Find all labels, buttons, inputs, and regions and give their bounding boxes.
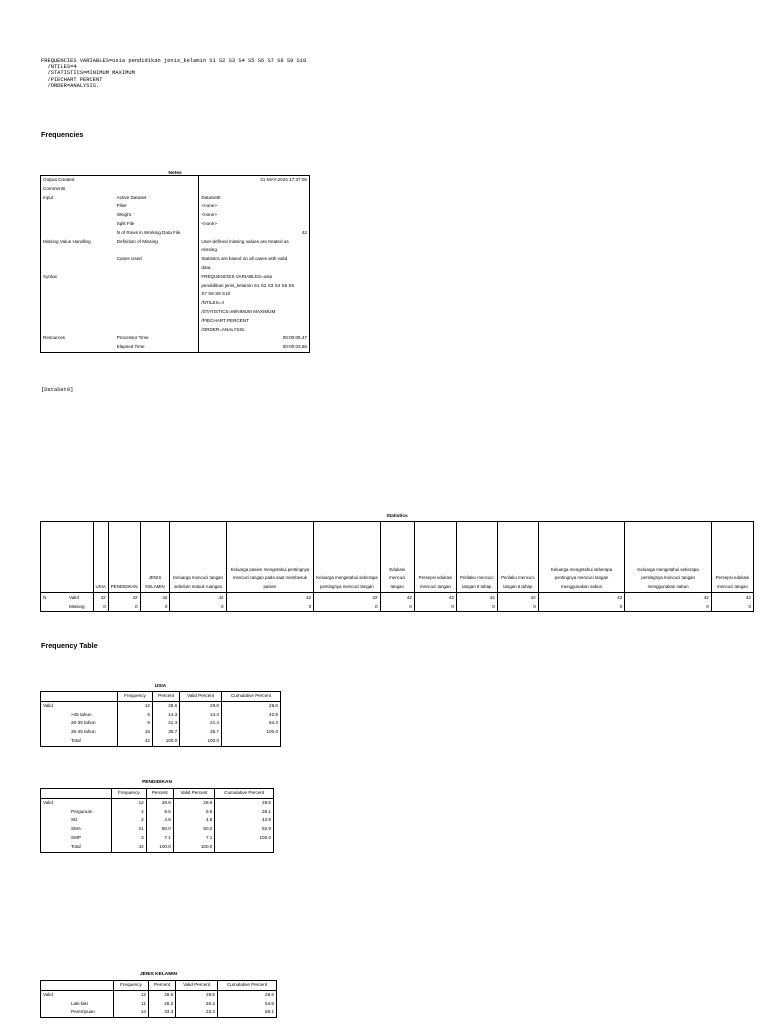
freq-value: 4 bbox=[112, 808, 147, 817]
freq-valid-label bbox=[41, 808, 70, 817]
freq-category-label: Perguruan bbox=[69, 808, 112, 817]
freq-value: 14.3 bbox=[180, 711, 222, 720]
stats-value: 0 bbox=[380, 602, 414, 612]
table-row bbox=[41, 701, 281, 710]
freq-value: 38.1 bbox=[215, 808, 274, 817]
freq-value: 3 bbox=[112, 834, 147, 843]
stats-value: 42 bbox=[314, 593, 380, 603]
freq-valid-label bbox=[41, 825, 70, 834]
freq-value: 6 bbox=[118, 711, 153, 720]
stats-value: 42 bbox=[414, 593, 456, 603]
freq-value: 21.4 bbox=[180, 719, 222, 728]
freq-valid-label bbox=[41, 711, 70, 720]
usia-title: USIA bbox=[154, 684, 167, 689]
freq-value: 54.8 bbox=[218, 1000, 277, 1009]
notes-section-label bbox=[41, 282, 115, 291]
usia-table bbox=[40, 691, 281, 747]
jenis-kelamin-table bbox=[40, 980, 277, 1018]
stats-value: 0 bbox=[140, 602, 170, 612]
notes-value: <none> bbox=[201, 212, 217, 218]
table-row bbox=[41, 1000, 277, 1009]
notes-row bbox=[41, 334, 310, 343]
table-row bbox=[41, 737, 281, 746]
notes-row bbox=[41, 185, 310, 194]
stats-column-header: Keluarga pasien mengetahui pentingnya mencuci tangan pada saat membesuk pasien bbox=[226, 522, 314, 593]
freq-category-label: 36-45 tahun bbox=[69, 728, 118, 737]
freq-value: 33.3 bbox=[176, 1008, 218, 1017]
freq-corner bbox=[41, 789, 112, 799]
pendidikan-title: PENDIDIKAN bbox=[142, 780, 172, 785]
notes-section-label bbox=[41, 202, 115, 211]
freq-column-header: Frequency bbox=[112, 789, 147, 799]
stats-value: 42 bbox=[380, 593, 414, 603]
notes-section-label bbox=[41, 299, 115, 308]
stats-row-label: Valid bbox=[67, 593, 93, 603]
freq-column-header: Frequency bbox=[114, 981, 149, 991]
stats-value: 0 bbox=[456, 602, 497, 612]
notes-row bbox=[41, 229, 310, 238]
notes-item-label: Definition of Missing bbox=[115, 238, 199, 247]
freq-value: 28.6 bbox=[218, 990, 277, 999]
notes-row bbox=[41, 264, 310, 273]
table-row bbox=[41, 825, 274, 834]
stats-value: 42 bbox=[538, 593, 625, 603]
stats-value: 0 bbox=[625, 602, 712, 612]
notes-value: data. bbox=[201, 264, 212, 270]
freq-value: 28.6 bbox=[180, 701, 222, 710]
table-row bbox=[41, 990, 277, 999]
freq-value: 64.3 bbox=[222, 719, 281, 728]
stats-value: 42 bbox=[456, 593, 497, 603]
freq-value: 35.7 bbox=[180, 728, 222, 737]
statistics-table bbox=[40, 521, 754, 612]
notes-item-label: Active Dataset bbox=[115, 194, 199, 203]
freq-category-label bbox=[69, 990, 114, 999]
notes-item-label: N of Rows in Working Data File bbox=[115, 229, 199, 238]
jenis-kelamin-title: JENIS KELAMIN bbox=[139, 972, 178, 977]
freq-value: 50.0 bbox=[173, 825, 215, 834]
notes-row bbox=[41, 273, 310, 282]
freq-category-label: Laki-laki bbox=[69, 1000, 114, 1009]
stats-column-header: Keluarga mengetahui seberapa pentingnya mencuci tangan menggunakan sabun bbox=[538, 522, 625, 593]
stats-column-header: Keluarga mencuci tangan sebelum masuk ruangan bbox=[170, 522, 226, 593]
notes-section-label: Resources bbox=[43, 335, 65, 341]
notes-item-label: Processor Time bbox=[115, 334, 199, 343]
stats-value: 0 bbox=[538, 602, 625, 612]
notes-row bbox=[41, 282, 310, 291]
notes-value: <none> bbox=[201, 220, 217, 226]
freq-corner bbox=[41, 981, 114, 991]
notes-value: /STATISTICS=MINIMUM MAXIMUM bbox=[201, 308, 276, 314]
stats-value: 42 bbox=[625, 593, 712, 603]
notes-item-label bbox=[115, 317, 199, 326]
stats-column-header: Keluarga mengetahui seberapa pentingnya mencuci tangan menggunakan sabun bbox=[625, 522, 712, 593]
stats-value: 42 bbox=[497, 593, 538, 603]
notes-item-label bbox=[115, 176, 199, 185]
freq-column-header: Cumulative Percent bbox=[215, 789, 274, 799]
notes-section-label bbox=[41, 255, 115, 264]
stats-column-header: PENDIDIKAN bbox=[108, 522, 140, 593]
freq-valid-label bbox=[41, 843, 70, 852]
stats-column-header: Edukasi mencuci tangan bbox=[380, 522, 414, 593]
notes-value: 21-MAY-2024 17:37:06 bbox=[260, 177, 307, 182]
freq-value: 28.6 bbox=[152, 701, 179, 710]
notes-section-label bbox=[41, 220, 115, 229]
freq-value: 28.6 bbox=[176, 990, 218, 999]
freq-column-header: Frequency bbox=[118, 692, 153, 702]
dataset-tag: [DataSet0] bbox=[41, 387, 74, 393]
freq-value: 26.2 bbox=[148, 1000, 175, 1009]
notes-value: FREQUENCIES VARIABLES=usia bbox=[201, 273, 273, 279]
freq-corner bbox=[41, 692, 118, 702]
freq-column-header: Percent bbox=[146, 789, 173, 799]
freq-valid-label bbox=[41, 728, 70, 737]
notes-section-label bbox=[41, 326, 115, 335]
notes-row bbox=[41, 299, 310, 308]
notes-item-label bbox=[115, 273, 199, 282]
notes-item-label bbox=[115, 290, 199, 299]
freq-value bbox=[215, 843, 274, 852]
freq-value: 42 bbox=[112, 843, 147, 852]
notes-row bbox=[41, 317, 310, 326]
notes-value: 00:00:03,86 bbox=[282, 344, 307, 350]
stats-column-header: Perilaku mencuci tangan 6 tahap bbox=[497, 522, 538, 593]
freq-value: 9 bbox=[118, 719, 153, 728]
stats-column-header: JENIS KELAMIN bbox=[140, 522, 170, 593]
freq-column-header: Valid Percent bbox=[173, 789, 215, 799]
stats-column-header: Keluarga mengetahui seberapa pentingnya mencuci tangan bbox=[314, 522, 380, 593]
table-row bbox=[41, 834, 274, 843]
freq-value: 92.9 bbox=[215, 825, 274, 834]
notes-row bbox=[41, 220, 310, 229]
freq-value: 26.2 bbox=[176, 1000, 218, 1009]
notes-section-label: Comments bbox=[43, 185, 66, 191]
notes-section-label bbox=[41, 308, 115, 317]
frequency-table-heading: Frequency Table bbox=[41, 641, 98, 650]
stats-value: 42 bbox=[140, 593, 170, 603]
freq-value: 14 bbox=[114, 1008, 149, 1017]
table-row bbox=[41, 711, 281, 720]
notes-section-label bbox=[41, 343, 115, 352]
notes-value: User-defined missing values are treated as bbox=[201, 238, 289, 244]
notes-value: 42 bbox=[301, 229, 307, 235]
statistics-title: Statistics bbox=[386, 514, 408, 519]
pendidikan-table bbox=[40, 788, 274, 853]
stats-value: 42 bbox=[93, 593, 108, 603]
notes-item-label bbox=[115, 326, 199, 335]
freq-value: 33.3 bbox=[148, 1008, 175, 1017]
notes-row bbox=[41, 246, 310, 255]
notes-item-label: Filter bbox=[115, 202, 199, 211]
freq-valid-label: Valid bbox=[41, 701, 70, 710]
freq-value: 11 bbox=[114, 1000, 149, 1009]
freq-value: 100.0 bbox=[173, 843, 215, 852]
freq-valid-label bbox=[41, 1000, 70, 1009]
freq-column-header: Percent bbox=[152, 692, 179, 702]
freq-value: 9.5 bbox=[173, 808, 215, 817]
notes-section-label: Output Created bbox=[43, 177, 75, 182]
freq-value: 100.0 bbox=[215, 834, 274, 843]
notes-item-label bbox=[115, 282, 199, 291]
freq-value: 21.4 bbox=[152, 719, 179, 728]
freq-category-label: SD bbox=[69, 816, 112, 825]
freq-value: 9.5 bbox=[146, 808, 173, 817]
freq-value: 28.6 bbox=[222, 701, 281, 710]
notes-row bbox=[41, 308, 310, 317]
freq-value: 4.8 bbox=[173, 816, 215, 825]
freq-value: 21 bbox=[112, 825, 147, 834]
stats-value: 0 bbox=[170, 602, 226, 612]
freq-category-label: Total bbox=[69, 737, 118, 746]
freq-header-row bbox=[41, 789, 274, 799]
freq-header-row bbox=[41, 692, 281, 702]
notes-value: pendidikan jenis_kelamin S1 S2 S3 S4 S5 S6 bbox=[201, 282, 295, 288]
notes-item-label: Elapsed Time bbox=[115, 343, 199, 352]
notes-section-label: Input bbox=[43, 194, 54, 200]
freq-category-label: Perempuan bbox=[69, 1008, 114, 1017]
freq-category-label: 26-35 tahun bbox=[69, 719, 118, 728]
notes-value: DataSet0 bbox=[201, 194, 221, 200]
freq-valid-label bbox=[41, 1008, 70, 1017]
freq-value: 35.7 bbox=[152, 728, 179, 737]
notes-value: missing. bbox=[201, 247, 219, 253]
freq-value: 7.1 bbox=[173, 834, 215, 843]
freq-value: 42.9 bbox=[215, 816, 274, 825]
notes-item-label bbox=[115, 264, 199, 273]
stats-value: 42 bbox=[226, 593, 314, 603]
stats-column-header: Persepsi edukasi mencuci tangan bbox=[711, 522, 753, 593]
freq-valid-label bbox=[41, 719, 70, 728]
freq-value: 100.0 bbox=[146, 843, 173, 852]
freq-column-header: Valid Percent bbox=[176, 981, 218, 991]
notes-value: /ORDER=ANALYSIS. bbox=[201, 326, 246, 332]
freq-column-header: Percent bbox=[148, 981, 175, 991]
freq-category-label: >45 tahun bbox=[69, 711, 118, 720]
freq-column-header: Cumulative Percent bbox=[222, 692, 281, 702]
stats-row-label: Missing bbox=[67, 602, 93, 612]
freq-valid-label bbox=[41, 737, 70, 746]
freq-value: 28.6 bbox=[215, 798, 274, 807]
notes-section-label bbox=[41, 317, 115, 326]
freq-value: 14.3 bbox=[152, 711, 179, 720]
notes-value: S7 S8 S9 S10 bbox=[201, 291, 231, 297]
freq-value: 12 bbox=[118, 701, 153, 710]
stats-value: 0 bbox=[314, 602, 380, 612]
table-row bbox=[41, 728, 281, 737]
stats-row bbox=[41, 602, 754, 612]
notes-item-label: Cases Used bbox=[115, 255, 199, 264]
notes-value: Statistics are based on all cases with valid bbox=[201, 256, 288, 262]
freq-value: 42 bbox=[118, 737, 153, 746]
freq-valid-label: Valid bbox=[41, 798, 70, 807]
notes-title: Notes bbox=[168, 171, 182, 176]
table-row bbox=[41, 1008, 277, 1017]
stats-value: 0 bbox=[414, 602, 456, 612]
stats-value: 0 bbox=[108, 602, 140, 612]
table-row bbox=[41, 719, 281, 728]
notes-section-label bbox=[41, 229, 115, 238]
notes-row bbox=[41, 211, 310, 220]
stats-value: 42 bbox=[108, 593, 140, 603]
notes-item-label: Split File bbox=[115, 220, 199, 229]
freq-value: 2 bbox=[112, 816, 147, 825]
notes-item-label bbox=[115, 299, 199, 308]
notes-section-label: Syntax bbox=[43, 273, 58, 279]
stats-column-header: Persepsi edukasi mencuci tangan bbox=[414, 522, 456, 593]
notes-section-label bbox=[41, 211, 115, 220]
freq-header-row bbox=[41, 981, 277, 991]
table-row bbox=[41, 816, 274, 825]
notes-row bbox=[41, 343, 310, 352]
stats-column-header: USIA bbox=[93, 522, 108, 593]
freq-value: 12 bbox=[112, 798, 147, 807]
notes-section-label: Missing Value Handling bbox=[43, 238, 91, 244]
freq-category-label: SMA bbox=[69, 825, 112, 834]
stats-column-header: Perilaku mencuci tangan 6 tahap bbox=[456, 522, 497, 593]
syntax-block: FREQUENCIES VARIABLES=usia pendidikan jenis_kelamin S1 S2 S3 S4 S5 S6 S7 S8 S9 S10 /NTILES=4 /STATISTICS=MINIMUM MAXIMUM /PIECHART PERCENT /ORDER=ANALYSIS. bbox=[41, 58, 307, 89]
stats-corner bbox=[41, 522, 94, 593]
notes-row bbox=[41, 326, 310, 335]
notes-value: /PIECHART PERCENT bbox=[201, 317, 249, 323]
notes-value: 00:00:05,47 bbox=[282, 335, 307, 341]
notes-row bbox=[41, 176, 310, 185]
freq-value: 100.0 bbox=[222, 728, 281, 737]
freq-value: 50.0 bbox=[146, 825, 173, 834]
table-row bbox=[41, 843, 274, 852]
notes-row bbox=[41, 255, 310, 264]
stats-value: 0 bbox=[711, 602, 753, 612]
freq-value: 7.1 bbox=[146, 834, 173, 843]
stats-n-label: N bbox=[41, 593, 68, 603]
freq-value: 12 bbox=[114, 990, 149, 999]
freq-valid-label bbox=[41, 816, 70, 825]
freq-value: 100.0 bbox=[180, 737, 222, 746]
notes-row bbox=[41, 290, 310, 299]
notes-section-label bbox=[41, 246, 115, 255]
stats-row bbox=[41, 593, 754, 603]
freq-value: 88.1 bbox=[218, 1008, 277, 1017]
stats-value: 42 bbox=[170, 593, 226, 603]
freq-value: 100.0 bbox=[152, 737, 179, 746]
stats-value: 42 bbox=[711, 593, 753, 603]
frequencies-heading: Frequencies bbox=[41, 130, 84, 139]
freq-category-label: SMP bbox=[69, 834, 112, 843]
freq-value: 15 bbox=[118, 728, 153, 737]
table-row bbox=[41, 808, 274, 817]
freq-value: 4.8 bbox=[146, 816, 173, 825]
notes-item-label bbox=[115, 246, 199, 255]
notes-value bbox=[199, 185, 310, 194]
freq-value: 42.9 bbox=[222, 711, 281, 720]
stats-value: 0 bbox=[226, 602, 314, 612]
freq-column-header: Valid Percent bbox=[180, 692, 222, 702]
notes-item-label: Weight bbox=[115, 211, 199, 220]
freq-category-label: Total bbox=[69, 843, 112, 852]
freq-value: 28.6 bbox=[148, 990, 175, 999]
notes-row bbox=[41, 238, 310, 247]
notes-row bbox=[41, 202, 310, 211]
stats-value: 0 bbox=[93, 602, 108, 612]
freq-valid-label bbox=[41, 834, 70, 843]
freq-column-header: Cumulative Percent bbox=[218, 981, 277, 991]
freq-valid-label: Valid bbox=[41, 990, 70, 999]
notes-table bbox=[40, 175, 310, 353]
freq-value: 28.6 bbox=[173, 798, 215, 807]
stats-value: 0 bbox=[497, 602, 538, 612]
notes-row bbox=[41, 194, 310, 203]
table-row bbox=[41, 798, 274, 807]
stats-n-label bbox=[41, 602, 68, 612]
notes-value: /NTILES=4 bbox=[201, 300, 224, 306]
freq-category-label bbox=[69, 798, 112, 807]
freq-value bbox=[222, 737, 281, 746]
notes-item-label bbox=[115, 308, 199, 317]
freq-value: 28.6 bbox=[146, 798, 173, 807]
freq-category-label bbox=[69, 701, 118, 710]
notes-value: <none> bbox=[201, 203, 217, 209]
notes-section-label bbox=[41, 290, 115, 299]
notes-item-label bbox=[115, 185, 199, 194]
notes-section-label bbox=[41, 264, 115, 273]
